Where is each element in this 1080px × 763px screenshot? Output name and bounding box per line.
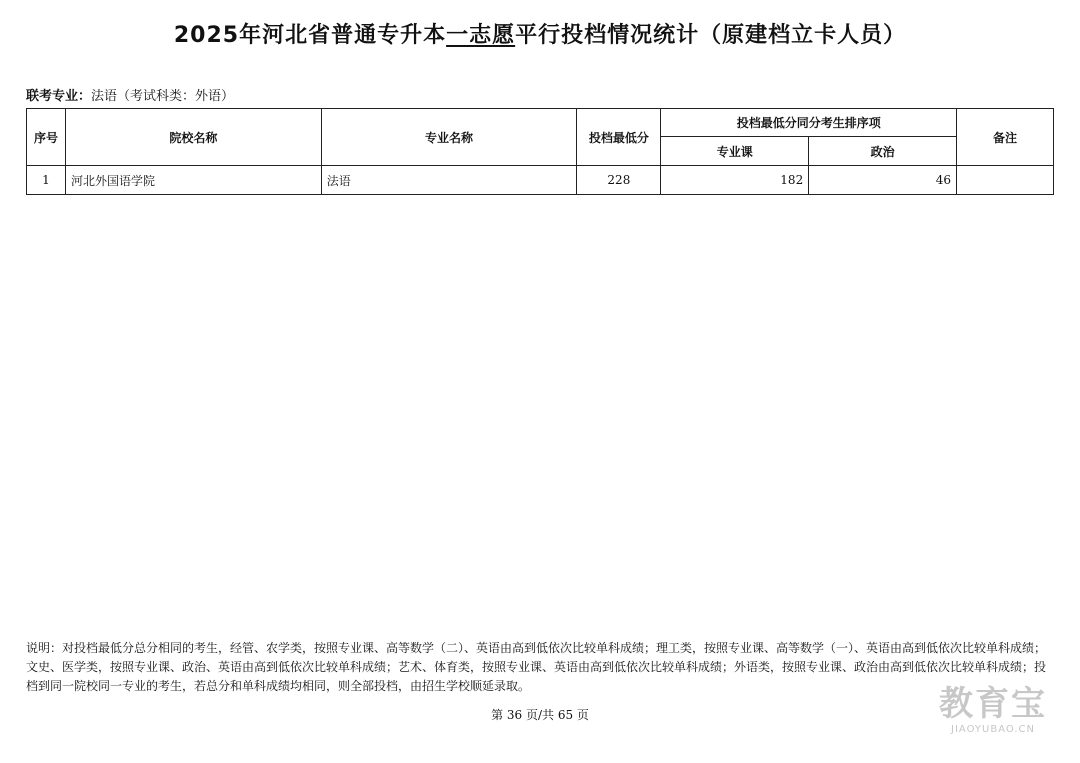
- cell-remarks: [957, 166, 1054, 195]
- table-row: [27, 166, 1054, 195]
- header-major-course: 专业课: [661, 137, 809, 166]
- major-value: 法语（考试科类：外语）: [91, 89, 235, 104]
- footnote: 说明：对投档最低分总分相同的考生，经管、农学类，按照专业课、高等数学（二）、英语由高到低依次比较单科成绩；理工类，按照专业课、高等数学（一）、英语由高到低依次比较单科成绩；文史、医学类，按照专业课、政治、英语由高到低依次比较单科成绩；艺术、体育类，按照专业课、英语由高到低依次比较单科成绩；外语类，按照专业课、政治由高到低依次比较单科成绩；投档到同一院校同一专业的考生，若总分和单科成绩均相同，则全部投档，由招生学校顺延录取。: [26, 641, 1047, 693]
- header-min-score: 投档最低分: [577, 109, 661, 166]
- header-major: 专业名称: [321, 109, 577, 166]
- page-number: 第 36 页/共 65 页: [491, 708, 589, 722]
- title-part-2: 平行投档情况统计（原建档立卡人员）: [515, 23, 907, 48]
- cell-index: 1: [27, 166, 66, 195]
- page-title: [0, 18, 1080, 49]
- watermark-logo: [918, 684, 1068, 736]
- major-label: 联考专业：: [26, 89, 92, 104]
- title-part-underlined: 一志愿: [446, 23, 516, 48]
- major-line: [26, 85, 234, 104]
- header-remarks: 备注: [957, 109, 1054, 166]
- watermark-en: JIAOYUBAO.CN: [951, 724, 1035, 735]
- header-tiebreak-group: 投档最低分同分考生排序项: [661, 109, 957, 137]
- cell-politics: 46: [809, 166, 957, 195]
- cell-school: 河北外国语学院: [65, 166, 321, 195]
- watermark-cn: 教育宝: [939, 684, 1047, 724]
- header-row-1: [27, 109, 1054, 137]
- cell-major-course: 182: [661, 166, 809, 195]
- title-part-1: 2025年河北省普通专升本: [173, 23, 447, 48]
- header-politics: 政治: [809, 137, 957, 166]
- cell-major: 法语: [321, 166, 577, 195]
- header-index: 序号: [27, 109, 66, 166]
- header-school: 院校名称: [65, 109, 321, 166]
- cell-min-score: 228: [577, 166, 661, 195]
- admission-table: [26, 108, 1054, 195]
